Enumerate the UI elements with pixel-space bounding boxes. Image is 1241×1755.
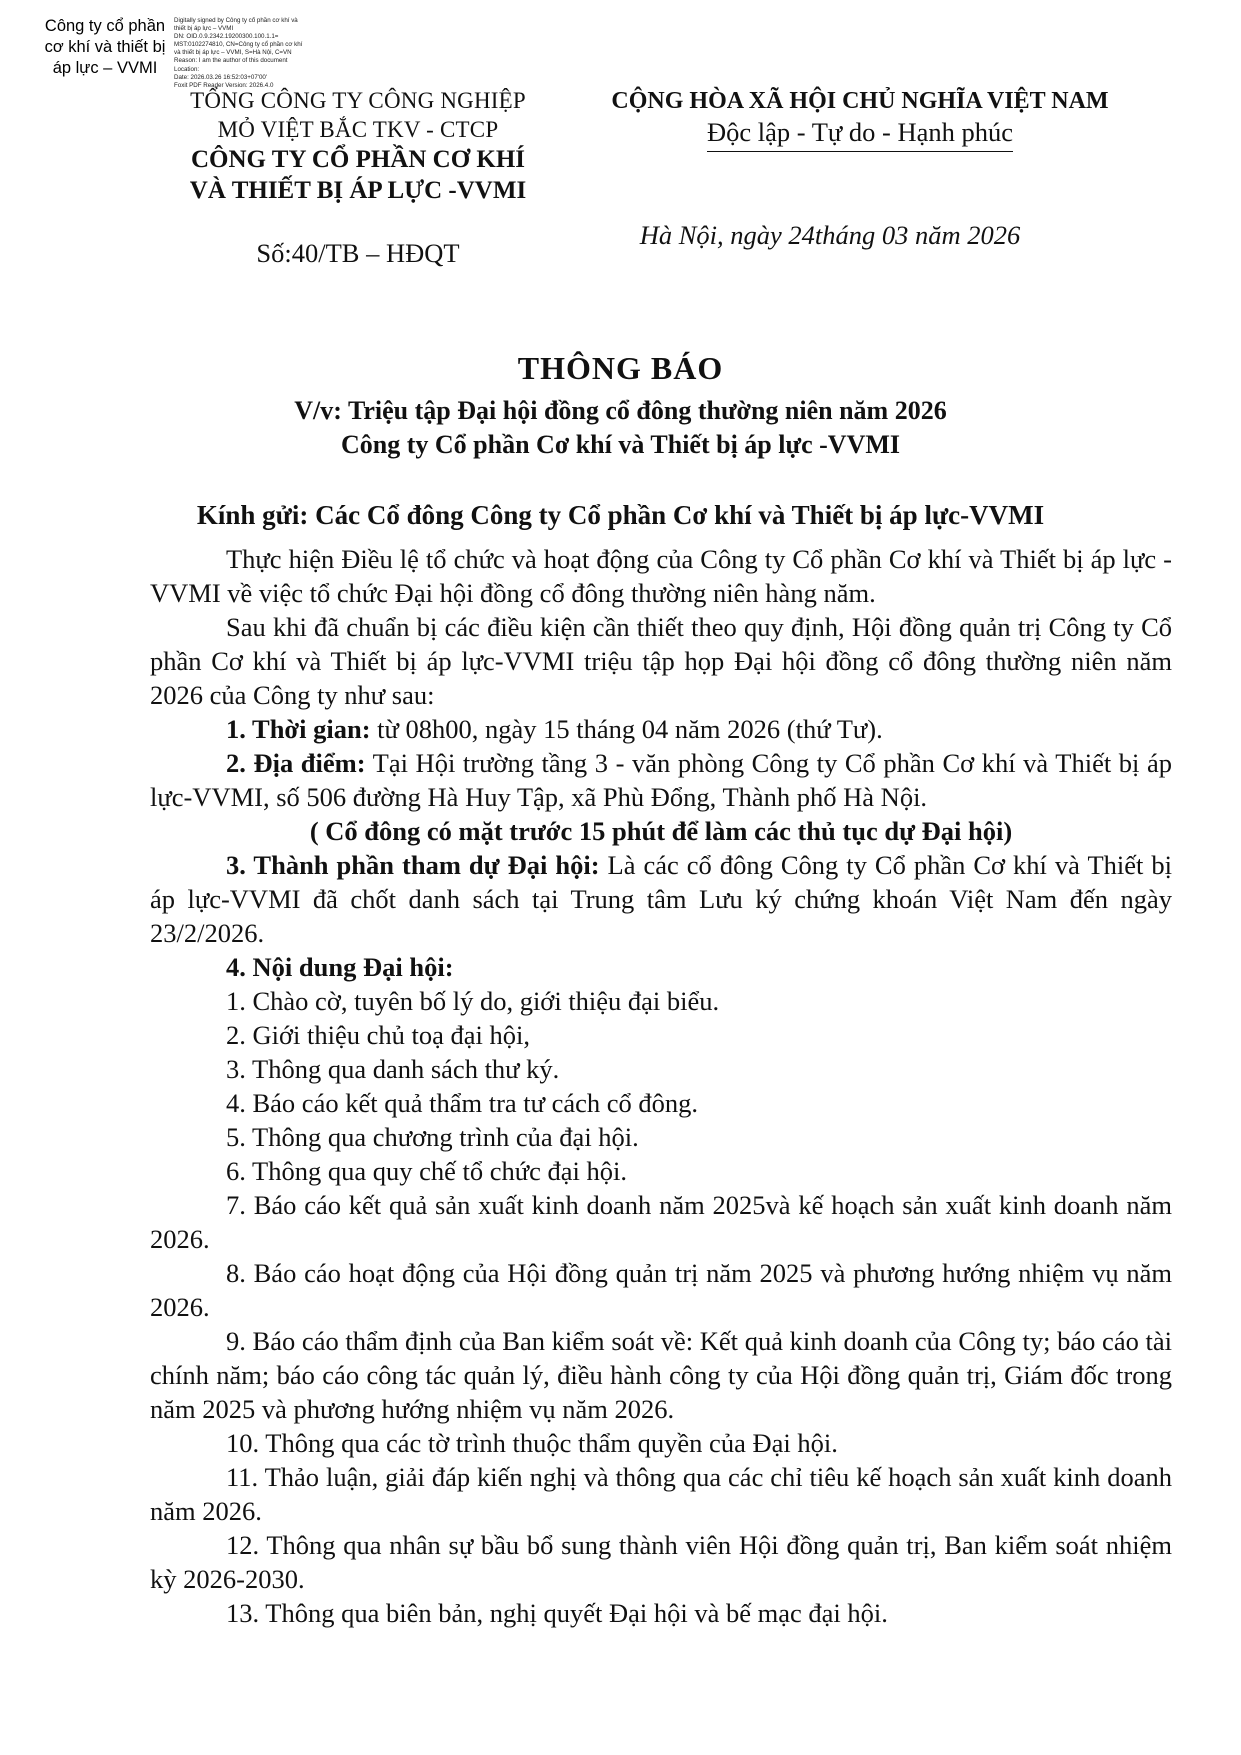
agenda-item: 9. Báo cáo thẩm định của Ban kiểm soát về: Kết quả kinh doanh của Công ty; báo cáo tài chính năm; báo cáo công tác quản lý, điều hành công ty của Hội đồng quản trị, Giám đốc trong năm 2025 và phương hướng nhiệm vụ năm 2026. <box>150 1326 1172 1424</box>
signature-detail-line: thiết bị áp lực – VVMI <box>174 25 234 33</box>
participants-text: Là các cổ đông Công ty Cổ phần Cơ khí và Thiết bị áp lực-VVMI đã chốt danh sách tại Trung tâm Lưu ký chứng khoán Việt Nam đến ngày 23/2/2026. <box>150 850 1173 948</box>
document-subject-line2: Công ty Cổ phần Cơ khí và Thiết bị áp lực -VVMI <box>341 430 900 459</box>
document-subject-line1: V/v: Triệu tập Đại hội đồng cổ đông thường niên năm 2026 <box>294 396 947 425</box>
participants-label: 3. Thành phần tham dự Đại hội: <box>226 850 600 880</box>
place-text: Tại Hội trường tầng 3 - văn phòng Công ty Cổ phần Cơ khí và Thiết bị áp lực-VVMI, số 506 đường Hà Huy Tập, xã Phù Đổng, Thành phố Hà Nội. <box>150 748 1173 812</box>
signature-detail-line: Foxit PDF Reader Version: 2026.4.0 <box>174 81 274 89</box>
document-title: THÔNG BÁO <box>517 350 724 386</box>
document-body <box>150 542 1172 1630</box>
content-item <box>150 950 1172 984</box>
intro-paragraph: Thực hiện Điều lệ tổ chức và hoạt động của Công ty Cổ phần Cơ khí và Thiết bị áp lực - VVMI về việc tổ chức Đại hội đồng cổ đông thường niên hàng năm. <box>150 544 1172 608</box>
agenda-item: 12. Thông qua nhân sự bầu bổ sung thành viên Hội đồng quản trị, Ban kiểm soát nhiệm kỳ 2026-2030. <box>150 1530 1172 1594</box>
issue-date: Hà Nội, ngày 24tháng 03 năm 2026 <box>639 220 1021 250</box>
signature-detail-line: và thiết bị áp lực – VVMI, S=Hà Nội, C=VN <box>174 49 292 57</box>
time-label: 1. Thời gian: <box>226 714 371 744</box>
place-item <box>150 746 1172 814</box>
national-motto: Độc lập - Tự do - Hạnh phúc <box>707 116 1013 152</box>
signature-name <box>30 16 180 79</box>
agenda-item: 10. Thông qua các tờ trình thuộc thẩm quyền của Đại hội. <box>226 1428 838 1458</box>
agenda-item: 2. Giới thiệu chủ toạ đại hội, <box>226 1020 530 1050</box>
signature-name-line: áp lực – VVMI <box>52 59 158 77</box>
agenda-item: 1. Chào cờ, tuyên bố lý do, giới thiệu đại biểu. <box>226 986 720 1016</box>
issuer-header <box>162 86 554 206</box>
convening-paragraph: Sau khi đã chuẩn bị các điều kiện cần thiết theo quy định, Hội đồng quản trị Công ty Cổ phần Cơ khí và Thiết bị áp lực-VVMI triệu tập họp Đại hội đồng cổ đông thường niên năm 2026 của Công ty như sau: <box>150 612 1172 710</box>
country-name: CỘNG HÒA XÃ HỘI CHỦ NGHĨA VIỆT NAM <box>611 88 1109 114</box>
agenda-item: 7. Báo cáo kết quả sản xuất kinh doanh năm 2025và kế hoạch sản xuất kinh doanh năm 2026. <box>150 1190 1172 1254</box>
company-name-line2: VÀ THIẾT BỊ ÁP LỰC -VVMI <box>189 177 527 204</box>
agenda-item: 11. Thảo luận, giải đáp kiến nghị và thông qua các chỉ tiêu kế hoạch sản xuất kinh doanh năm 2026. <box>150 1462 1172 1526</box>
agenda-item: 8. Báo cáo hoạt động của Hội đồng quản trị năm 2025 và phương hướng nhiệm vụ năm 2026. <box>150 1258 1172 1322</box>
agenda-item: 5. Thông qua chương trình của đại hội. <box>226 1122 639 1152</box>
parent-company-line2: MỎ VIỆT BẮC TKV - CTCP <box>217 117 499 142</box>
signature-detail-line: Date: 2026.03.26 16:52:03+07'00' <box>174 73 268 81</box>
company-name-line1: CÔNG TY CỔ PHẦN CƠ KHÍ <box>190 146 526 173</box>
signature-detail-line: MST:0102274810, CN=Công ty cổ phần cơ khí <box>174 41 303 49</box>
place-label: 2. Địa điểm: <box>226 748 366 778</box>
national-header <box>570 86 1150 152</box>
signature-name-line: Công ty cổ phần <box>44 17 166 35</box>
recipient-line: Kính gửi: Các Cổ đông Công ty Cổ phần Cơ khí và Thiết bị áp lực-VVMI <box>196 500 1045 530</box>
agenda-item: 13. Thông qua biên bản, nghị quyết Đại hội và bế mạc đại hội. <box>226 1598 888 1628</box>
signature-detail-line: DN: OID.0.9.2342.19200300.100.1.1= <box>174 33 279 41</box>
signature-detail-line: Digitally signed by Công ty cổ phần cơ khí và <box>174 17 298 24</box>
signature-detail-line: Reason: I am the author of this document <box>174 57 288 65</box>
arrival-note: ( Cổ đông có mặt trước 15 phút để làm các thủ tục dự Đại hội) <box>309 816 1013 846</box>
agenda-item: 4. Báo cáo kết quả thẩm tra tư cách cổ đông. <box>226 1088 699 1118</box>
agenda-list <box>150 984 1172 1630</box>
time-text: từ 08h00, ngày 15 tháng 04 năm 2026 (thứ Tư). <box>370 714 883 744</box>
document-number: Số:40/TB – HĐQT <box>256 238 460 268</box>
participants-item <box>150 848 1172 950</box>
signature-name-line: cơ khí và thiết bị <box>44 38 166 56</box>
signature-details <box>174 17 344 90</box>
agenda-item: 6. Thông qua quy chế tổ chức đại hội. <box>226 1156 627 1186</box>
parent-company-line1: TỔNG CÔNG TY CÔNG NGHIỆP <box>190 88 526 113</box>
content-label: 4. Nội dung Đại hội: <box>226 952 454 982</box>
time-item <box>150 712 1172 746</box>
signature-detail-line: Location: <box>174 65 200 73</box>
agenda-item: 3. Thông qua danh sách thư ký. <box>226 1054 560 1084</box>
